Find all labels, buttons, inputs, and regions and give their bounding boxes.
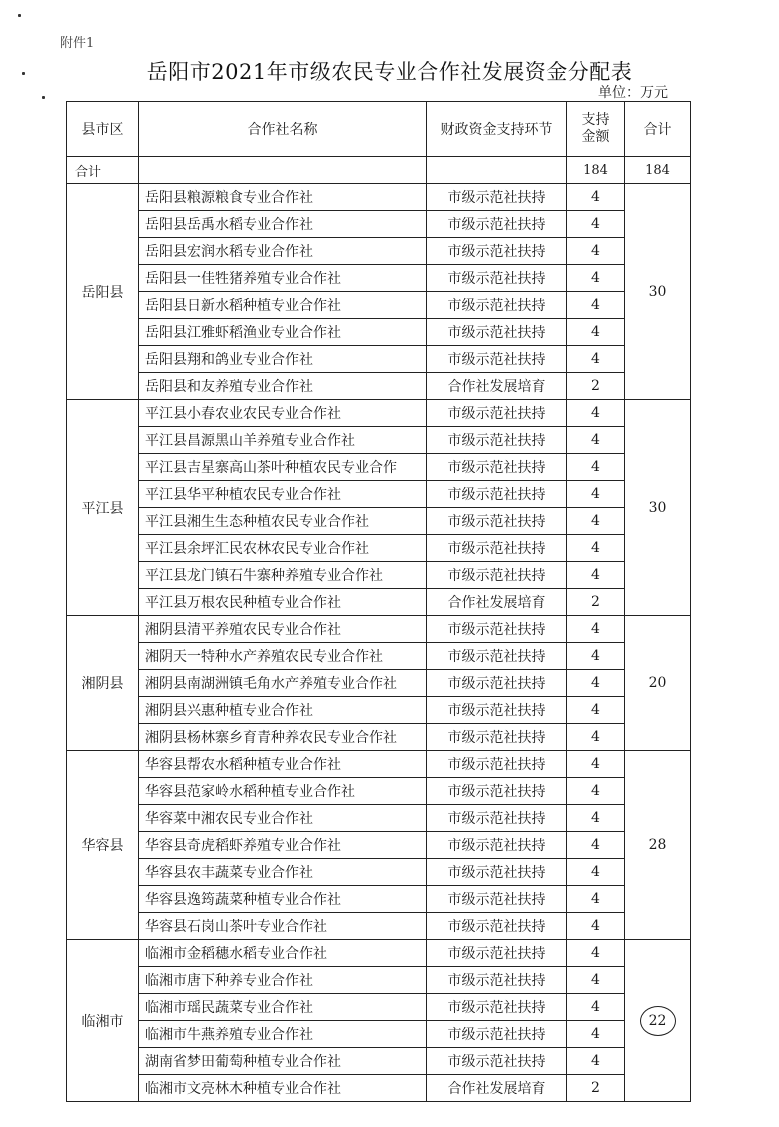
table-row xyxy=(67,400,691,427)
support-stage-cell: 市级示范社扶持 xyxy=(427,670,567,697)
support-amount-cell: 4 xyxy=(567,238,625,265)
county-cell: 岳阳县 xyxy=(67,184,139,400)
table-row xyxy=(67,643,691,670)
support-stage-cell: 市级示范社扶持 xyxy=(427,562,567,589)
table-row xyxy=(67,1075,691,1102)
table-row xyxy=(67,778,691,805)
support-amount-cell: 4 xyxy=(567,913,625,940)
support-stage-cell: 市级示范社扶持 xyxy=(427,697,567,724)
table-row xyxy=(67,184,691,211)
col-header-amount xyxy=(567,102,625,157)
cooperative-name-cell: 华容县帮农水稻种植专业合作社 xyxy=(139,751,427,778)
support-stage-cell: 市级示范社扶持 xyxy=(427,238,567,265)
cooperative-name-cell: 华容县奇虎稻虾养殖专业合作社 xyxy=(139,832,427,859)
table-body xyxy=(67,157,691,1102)
support-amount-cell: 4 xyxy=(567,211,625,238)
cooperative-name-cell: 岳阳县日新水稻种植专业合作社 xyxy=(139,292,427,319)
cooperative-name-cell: 临湘市唐下种养专业合作社 xyxy=(139,967,427,994)
support-amount-cell: 4 xyxy=(567,481,625,508)
support-stage-cell: 市级示范社扶持 xyxy=(427,994,567,1021)
support-stage-cell: 市级示范社扶持 xyxy=(427,508,567,535)
support-stage-cell: 市级示范社扶持 xyxy=(427,400,567,427)
support-stage-cell: 市级示范社扶持 xyxy=(427,454,567,481)
page-title: 岳阳市2021年市级农民专业合作社发展资金分配表 xyxy=(146,60,633,84)
grand-total-label: 合计 xyxy=(67,157,139,184)
support-amount-cell: 4 xyxy=(567,940,625,967)
table-row xyxy=(67,967,691,994)
cooperative-name-cell: 湖南省梦田葡萄种植专业合作社 xyxy=(139,1048,427,1075)
table-row xyxy=(67,508,691,535)
support-amount-cell: 4 xyxy=(567,616,625,643)
county-cell: 华容县 xyxy=(67,751,139,940)
support-amount-cell: 4 xyxy=(567,778,625,805)
support-stage-cell: 市级示范社扶持 xyxy=(427,616,567,643)
col-header-amount-line1: 支持 xyxy=(581,112,610,128)
table-row xyxy=(67,211,691,238)
support-amount-cell: 4 xyxy=(567,346,625,373)
support-stage-cell: 市级示范社扶持 xyxy=(427,832,567,859)
attachment-label: 附件1 xyxy=(60,36,95,51)
table-row xyxy=(67,589,691,616)
cooperative-name-cell: 湘阴县杨林寨乡育青种养农民专业合作社 xyxy=(139,724,427,751)
cooperative-name-cell: 临湘市金稻穗水稻专业合作社 xyxy=(139,940,427,967)
support-amount-cell: 2 xyxy=(567,589,625,616)
col-header-county: 县市区 xyxy=(67,102,139,157)
support-amount-cell: 4 xyxy=(567,751,625,778)
cooperative-name-cell: 平江县湘生生态种植农民专业合作社 xyxy=(139,508,427,535)
county-total-cell: 30 xyxy=(625,184,691,400)
support-amount-cell: 4 xyxy=(567,265,625,292)
table-row xyxy=(67,346,691,373)
support-stage-cell: 市级示范社扶持 xyxy=(427,967,567,994)
table-row xyxy=(67,481,691,508)
support-amount-cell: 2 xyxy=(567,373,625,400)
support-amount-cell: 4 xyxy=(567,886,625,913)
scan-speck xyxy=(42,96,45,99)
support-stage-cell: 合作社发展培育 xyxy=(427,589,567,616)
col-header-total: 合计 xyxy=(625,102,691,157)
cooperative-name-cell: 平江县小春农业农民专业合作社 xyxy=(139,400,427,427)
support-stage-cell: 市级示范社扶持 xyxy=(427,346,567,373)
cooperative-name-cell: 平江县万根农民种植专业合作社 xyxy=(139,589,427,616)
table-row xyxy=(67,535,691,562)
table-row xyxy=(67,832,691,859)
table-row xyxy=(67,751,691,778)
table-row xyxy=(67,562,691,589)
cooperative-name-cell: 临湘市瑶民蔬菜专业合作社 xyxy=(139,994,427,1021)
col-header-amount-line2: 金额 xyxy=(581,129,610,145)
table-header-row xyxy=(67,102,691,157)
table-row xyxy=(67,1048,691,1075)
support-amount-cell: 4 xyxy=(567,1021,625,1048)
support-stage-cell: 市级示范社扶持 xyxy=(427,292,567,319)
support-amount-cell: 4 xyxy=(567,562,625,589)
support-stage-cell: 市级示范社扶持 xyxy=(427,481,567,508)
county-total-cell: 30 xyxy=(625,400,691,616)
support-stage-cell: 合作社发展培育 xyxy=(427,373,567,400)
grand-total-empty xyxy=(427,157,567,184)
cooperative-name-cell: 岳阳县粮源粮食专业合作社 xyxy=(139,184,427,211)
support-amount-cell: 4 xyxy=(567,724,625,751)
support-amount-cell: 4 xyxy=(567,400,625,427)
table-row xyxy=(67,238,691,265)
cooperative-name-cell: 平江县华平种植农民专业合作社 xyxy=(139,481,427,508)
table-row xyxy=(67,670,691,697)
cooperative-name-cell: 平江县吉星寨高山茶叶种植农民专业合作 xyxy=(139,454,427,481)
cooperative-name-cell: 岳阳县江雅虾稻渔业专业合作社 xyxy=(139,319,427,346)
support-stage-cell: 市级示范社扶持 xyxy=(427,913,567,940)
table-row xyxy=(67,886,691,913)
county-cell: 临湘市 xyxy=(67,940,139,1102)
cooperative-name-cell: 湘阴天一特种水产养殖农民专业合作社 xyxy=(139,643,427,670)
grand-total-sum: 184 xyxy=(625,157,691,184)
support-stage-cell: 市级示范社扶持 xyxy=(427,211,567,238)
support-stage-cell: 市级示范社扶持 xyxy=(427,535,567,562)
cooperative-name-cell: 临湘市文亮林木种植专业合作社 xyxy=(139,1075,427,1102)
col-header-name: 合作社名称 xyxy=(139,102,427,157)
support-amount-cell: 4 xyxy=(567,319,625,346)
support-stage-cell: 市级示范社扶持 xyxy=(427,427,567,454)
cooperative-name-cell: 岳阳县翔和鸽业专业合作社 xyxy=(139,346,427,373)
support-stage-cell: 市级示范社扶持 xyxy=(427,1021,567,1048)
table-row xyxy=(67,265,691,292)
table-row xyxy=(67,1021,691,1048)
cooperative-name-cell: 华容县石岗山茶叶专业合作社 xyxy=(139,913,427,940)
support-amount-cell: 2 xyxy=(567,1075,625,1102)
grand-total-empty xyxy=(139,157,427,184)
support-stage-cell: 市级示范社扶持 xyxy=(427,886,567,913)
support-amount-cell: 4 xyxy=(567,643,625,670)
support-amount-cell: 4 xyxy=(567,697,625,724)
support-stage-cell: 市级示范社扶持 xyxy=(427,319,567,346)
support-stage-cell: 市级示范社扶持 xyxy=(427,805,567,832)
cooperative-name-cell: 华容县农丰蔬菜专业合作社 xyxy=(139,859,427,886)
cooperative-name-cell: 岳阳县岳禹水稻专业合作社 xyxy=(139,211,427,238)
table-row xyxy=(67,697,691,724)
cooperative-name-cell: 岳阳县宏润水稻专业合作社 xyxy=(139,238,427,265)
table-row xyxy=(67,616,691,643)
support-amount-cell: 4 xyxy=(567,967,625,994)
support-stage-cell: 市级示范社扶持 xyxy=(427,940,567,967)
support-amount-cell: 4 xyxy=(567,859,625,886)
table-row xyxy=(67,373,691,400)
support-amount-cell: 4 xyxy=(567,454,625,481)
cooperative-name-cell: 湘阴县清平养殖农民专业合作社 xyxy=(139,616,427,643)
support-stage-cell: 市级示范社扶持 xyxy=(427,265,567,292)
cooperative-name-cell: 湘阴县兴惠种植专业合作社 xyxy=(139,697,427,724)
support-stage-cell: 市级示范社扶持 xyxy=(427,643,567,670)
cooperative-name-cell: 岳阳县和友养殖专业合作社 xyxy=(139,373,427,400)
support-stage-cell: 市级示范社扶持 xyxy=(427,724,567,751)
support-amount-cell: 4 xyxy=(567,508,625,535)
circled-total: 22 xyxy=(640,1006,676,1036)
unit-label: 单位：万元 xyxy=(598,85,668,101)
table-row xyxy=(67,319,691,346)
table-row xyxy=(67,427,691,454)
support-amount-cell: 4 xyxy=(567,427,625,454)
support-amount-cell: 4 xyxy=(567,832,625,859)
cooperative-name-cell: 华容县范家岭水稻种植专业合作社 xyxy=(139,778,427,805)
cooperative-name-cell: 岳阳县一佳牲猪养殖专业合作社 xyxy=(139,265,427,292)
cooperative-name-cell: 平江县余坪汇民农林农民专业合作社 xyxy=(139,535,427,562)
table-row xyxy=(67,994,691,1021)
support-amount-cell: 4 xyxy=(567,1048,625,1075)
support-stage-cell: 市级示范社扶持 xyxy=(427,859,567,886)
table-row xyxy=(67,454,691,481)
allocation-table xyxy=(66,101,691,1102)
county-total-cell: 28 xyxy=(625,751,691,940)
support-amount-cell: 4 xyxy=(567,535,625,562)
county-cell: 湘阴县 xyxy=(67,616,139,751)
support-amount-cell: 4 xyxy=(567,805,625,832)
cooperative-name-cell: 华容县逸筠蔬菜种植专业合作社 xyxy=(139,886,427,913)
table-row xyxy=(67,805,691,832)
table-row xyxy=(67,292,691,319)
support-stage-cell: 合作社发展培育 xyxy=(427,1075,567,1102)
table-row xyxy=(67,940,691,967)
support-amount-cell: 4 xyxy=(567,670,625,697)
grand-total-row xyxy=(67,157,691,184)
support-stage-cell: 市级示范社扶持 xyxy=(427,778,567,805)
support-amount-cell: 4 xyxy=(567,292,625,319)
cooperative-name-cell: 华容菜中湘农民专业合作社 xyxy=(139,805,427,832)
support-stage-cell: 市级示范社扶持 xyxy=(427,1048,567,1075)
county-total-cell xyxy=(625,940,691,1102)
col-header-stage: 财政资金支持环节 xyxy=(427,102,567,157)
support-stage-cell: 市级示范社扶持 xyxy=(427,184,567,211)
support-amount-cell: 4 xyxy=(567,184,625,211)
cooperative-name-cell: 平江县龙门镇石牛寨种养殖专业合作社 xyxy=(139,562,427,589)
county-cell: 平江县 xyxy=(67,400,139,616)
support-stage-cell: 市级示范社扶持 xyxy=(427,751,567,778)
cooperative-name-cell: 湘阴县南湖洲镇毛角水产养殖专业合作社 xyxy=(139,670,427,697)
scan-speck xyxy=(18,14,21,17)
table-row xyxy=(67,859,691,886)
cooperative-name-cell: 平江县昌源黑山羊养殖专业合作社 xyxy=(139,427,427,454)
grand-total-amount: 184 xyxy=(567,157,625,184)
table-row xyxy=(67,913,691,940)
cooperative-name-cell: 临湘市牛燕养殖专业合作社 xyxy=(139,1021,427,1048)
table-row xyxy=(67,724,691,751)
county-total-cell: 20 xyxy=(625,616,691,751)
support-amount-cell: 4 xyxy=(567,994,625,1021)
